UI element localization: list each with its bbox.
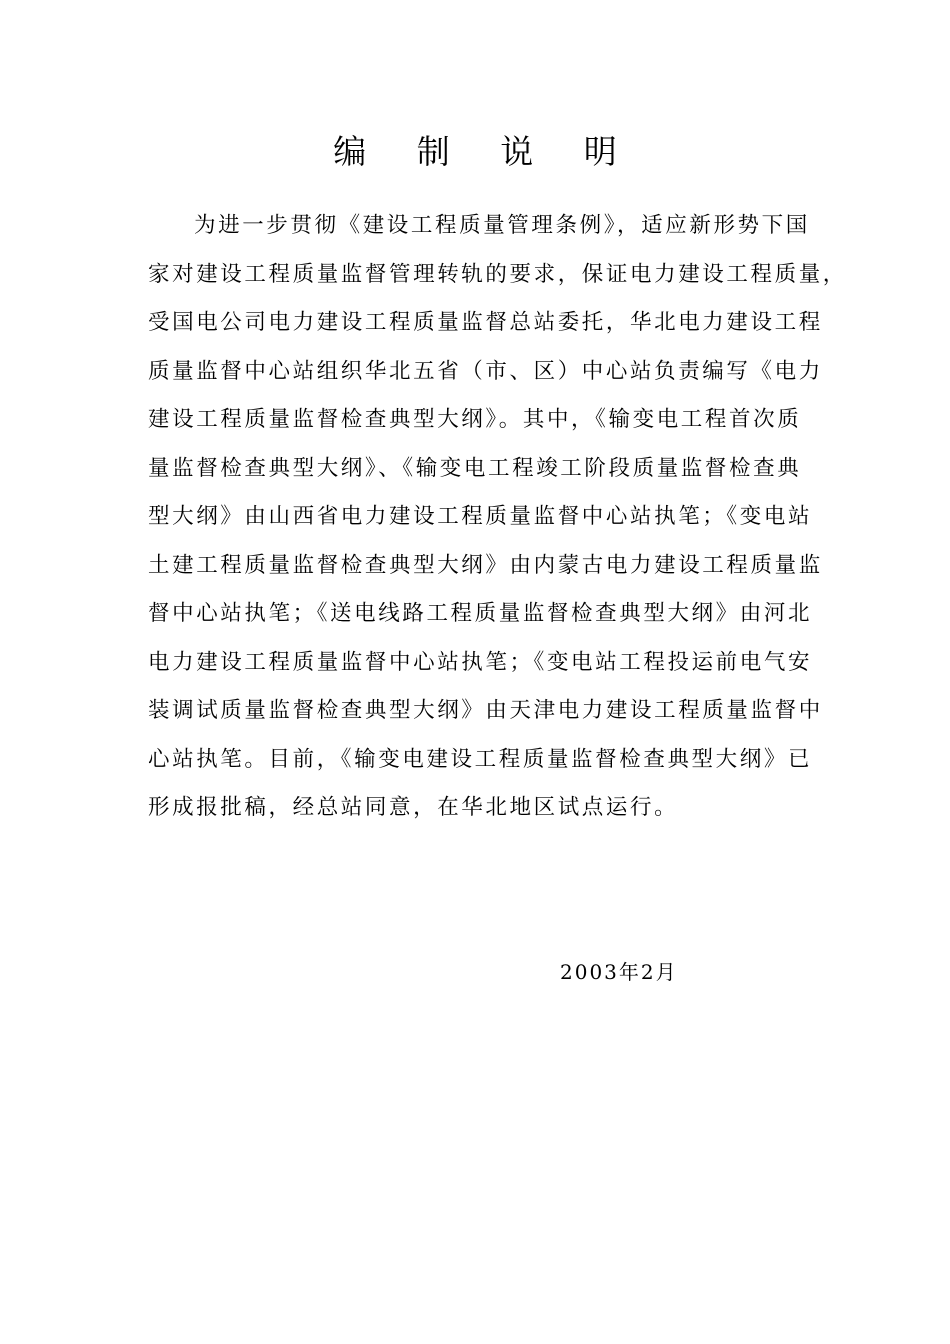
paragraph-line: 型大纲》由山西省电力建设工程质量监督中心站执笔；《变电站 [148,504,813,529]
paragraph-line: 为进一步贯彻《建设工程质量管理条例》，适应新形势下国 [194,213,810,238]
paragraph-line: 心站执笔。目前，《输变电建设工程质量监督检查典型大纲》已 [148,746,813,772]
paragraph-line: 家对建设工程质量监督管理转轨的要求，保证电力建设工程质量， [148,261,847,287]
paragraph-line: 电力建设工程质量监督中心站执笔；《变电站工程投运前电气安 [148,649,813,675]
paragraph-line: 土建工程质量监督检查典型大纲》由内蒙古电力建设工程质量监 [148,552,823,578]
paragraph-line: 受国电公司电力建设工程质量监督总站委托，华北电力建设工程 [148,310,823,335]
paragraph-line: 督中心站执笔；《送电线路工程质量监督检查典型大纲》由河北 [148,601,813,626]
paragraph-line: 建设工程质量监督检查典型大纲》。其中，《输变电工程首次质 [148,407,802,432]
paragraph-line: 装调试质量监督检查典型大纲》由天津电力建设工程质量监督中 [148,698,823,723]
paragraph-line: 量监督检查典型大纲》、《输变电工程竣工阶段质量监督检查典 [148,455,802,481]
document-date: 2003年2月 [560,960,678,984]
paragraph-line: 质量监督中心站组织华北五省（市、区）中心站负责编写《电力 [148,358,823,384]
page-title: 编 制 说 明 [333,132,637,171]
paragraph-line: 形成报批稿，经总站同意，在华北地区试点运行。 [148,795,679,820]
body-paragraph [148,202,847,833]
